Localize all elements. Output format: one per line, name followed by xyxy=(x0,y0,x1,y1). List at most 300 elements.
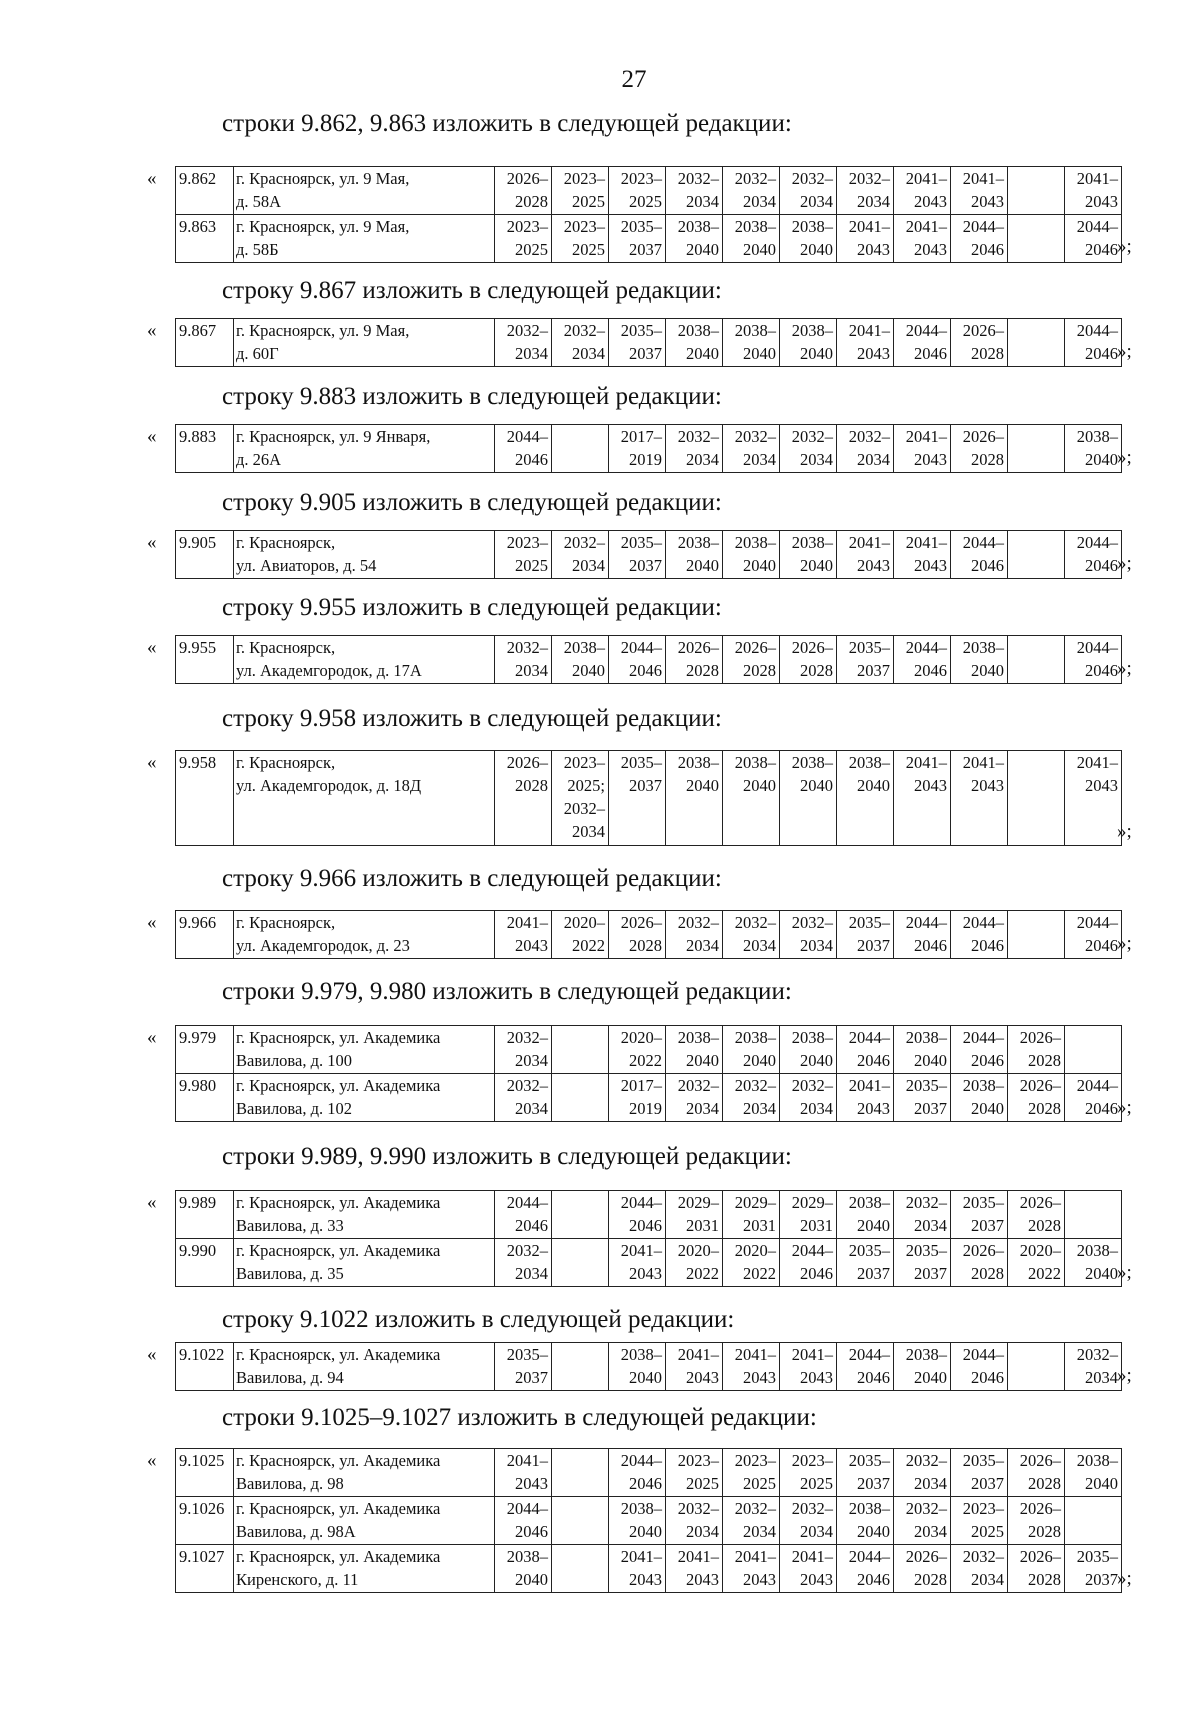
table-row xyxy=(176,1239,1122,1287)
year-range-cell xyxy=(1065,636,1122,684)
address-line: ул. Академгородок, д. 18Д xyxy=(236,776,422,795)
opening-quote: « xyxy=(147,1027,157,1048)
closing-quote: »; xyxy=(1117,447,1132,468)
year-range-cell xyxy=(837,319,894,367)
address-cell xyxy=(234,1239,495,1287)
year-range-part: 2038– xyxy=(848,753,890,772)
year-range-part: 2043 xyxy=(857,344,890,363)
year-range-part: 2025 xyxy=(515,556,548,575)
year-range-cell xyxy=(495,1545,552,1593)
year-range-part: 2029– xyxy=(734,1193,776,1212)
year-range-part: 2034 xyxy=(743,1099,776,1118)
year-range-part: 2046 xyxy=(800,1264,833,1283)
year-range-cell xyxy=(780,1239,837,1287)
year-range-part: 2037 xyxy=(971,1216,1004,1235)
year-range-cell xyxy=(1065,319,1122,367)
year-range-part: 2023– xyxy=(563,169,605,188)
year-range-part: 2040 xyxy=(1085,1474,1118,1493)
year-range-part: 2034 xyxy=(800,1522,833,1541)
year-range-cell xyxy=(1065,1239,1122,1287)
year-range-cell xyxy=(1065,1074,1122,1122)
year-range-part: 2041– xyxy=(734,1345,776,1364)
year-range-part: 2034 xyxy=(800,450,833,469)
year-range-cell xyxy=(495,1191,552,1239)
year-range-part: 2038– xyxy=(734,1028,776,1047)
opening-quote: « xyxy=(147,532,157,553)
year-range-cell xyxy=(723,1191,780,1239)
year-range-part: 2032– xyxy=(677,169,719,188)
amendment-instruction: строку 9.905 изложить в следующей редакции: xyxy=(222,489,722,516)
year-range-part: 2044– xyxy=(1076,217,1118,236)
year-range-cell xyxy=(723,1239,780,1287)
year-range-part: 2044– xyxy=(962,1345,1004,1364)
year-range-cell xyxy=(609,751,666,846)
amendment-instruction: строки 9.989, 9.990 изложить в следующей редакции: xyxy=(222,1143,792,1170)
year-range-part: 2040 xyxy=(971,1099,1004,1118)
year-range-cell xyxy=(951,1191,1008,1239)
year-range-part: 2038– xyxy=(791,321,833,340)
year-range-part: 2029– xyxy=(677,1193,719,1212)
year-range-part: 2034 xyxy=(515,661,548,680)
address-line: Вавилова, д. 35 xyxy=(236,1264,344,1283)
year-range-part: 2040 xyxy=(743,776,776,795)
closing-quote: »; xyxy=(1117,933,1132,954)
year-range-part: 2043 xyxy=(857,240,890,259)
year-range-cell xyxy=(894,319,951,367)
year-range-cell xyxy=(894,636,951,684)
year-range-cell xyxy=(552,1239,609,1287)
year-range-part: 2034 xyxy=(515,1099,548,1118)
year-range-part: 2025 xyxy=(572,192,605,211)
year-range-part: 2040 xyxy=(971,661,1004,680)
address-cell xyxy=(234,1449,495,1497)
year-range-part: 2041– xyxy=(962,753,1004,772)
year-range-part: 2034 xyxy=(800,192,833,211)
address-cell xyxy=(234,636,495,684)
year-range-cell xyxy=(837,636,894,684)
year-range-cell xyxy=(951,215,1008,263)
year-range-part: 2038– xyxy=(734,321,776,340)
year-range-part: 2028 xyxy=(515,776,548,795)
year-range-cell xyxy=(837,1449,894,1497)
year-range-part: 2037 xyxy=(857,1474,890,1493)
year-range-cell xyxy=(495,911,552,959)
year-range-cell xyxy=(723,1026,780,1074)
year-range-part: 2031 xyxy=(743,1216,776,1235)
year-range-part: 2037 xyxy=(857,1264,890,1283)
address-cell xyxy=(234,911,495,959)
address-line: ул. Академгородок, д. 17А xyxy=(236,661,422,680)
year-range-cell xyxy=(1065,751,1122,846)
year-range-cell xyxy=(495,636,552,684)
year-range-cell xyxy=(495,1343,552,1391)
opening-quote: « xyxy=(147,168,157,189)
year-range-part: 2043 xyxy=(1085,192,1118,211)
amendment-table xyxy=(175,1342,1122,1391)
amendment-instruction: строки 9.979, 9.980 изложить в следующей редакции: xyxy=(222,978,792,1005)
table-row xyxy=(176,911,1122,959)
address-line: д. 60Г xyxy=(236,344,279,363)
year-range-part: 2046 xyxy=(515,1216,548,1235)
year-range-part: 2043 xyxy=(686,1570,719,1589)
year-range-cell xyxy=(951,167,1008,215)
year-range-cell xyxy=(723,531,780,579)
year-range-cell xyxy=(951,425,1008,473)
year-range-cell xyxy=(894,751,951,846)
row-number: 9.955 xyxy=(176,636,234,684)
year-range-part: 2041– xyxy=(848,217,890,236)
year-range-part: 2040 xyxy=(1085,1264,1118,1283)
year-range-part: 2020– xyxy=(620,1028,662,1047)
table-row xyxy=(176,1343,1122,1391)
year-range-part: 2032– xyxy=(563,799,605,818)
opening-quote: « xyxy=(147,1192,157,1213)
year-range-cell xyxy=(666,215,723,263)
year-range-part: 2041– xyxy=(506,913,548,932)
year-range-part: 2032– xyxy=(734,1499,776,1518)
year-range-part: 2028 xyxy=(1028,1474,1061,1493)
year-range-cell xyxy=(951,1497,1008,1545)
year-range-part: 2025 xyxy=(686,1474,719,1493)
year-range-part: 2026– xyxy=(1019,1193,1061,1212)
year-range-part: 2046 xyxy=(1085,556,1118,575)
year-range-part: 2032– xyxy=(791,1076,833,1095)
row-number: 9.990 xyxy=(176,1239,234,1287)
year-range-part: 2026– xyxy=(734,638,776,657)
year-range-cell xyxy=(495,319,552,367)
table-row xyxy=(176,531,1122,579)
closing-quote: »; xyxy=(1117,236,1132,257)
year-range-part: 2035– xyxy=(848,638,890,657)
year-range-cell xyxy=(1008,1449,1065,1497)
year-range-cell xyxy=(495,425,552,473)
address-line: г. Красноярск, xyxy=(236,533,336,552)
year-range-cell xyxy=(1008,1545,1065,1593)
year-range-part: 2034 xyxy=(743,1522,776,1541)
year-range-cell xyxy=(552,1545,609,1593)
year-range-part: 2037 xyxy=(1085,1570,1118,1589)
year-range-part: 2040 xyxy=(914,1368,947,1387)
year-range-part: 2043 xyxy=(914,556,947,575)
year-range-part: 2032– xyxy=(677,913,719,932)
year-range-part: 2041– xyxy=(905,753,947,772)
year-range-cell xyxy=(780,319,837,367)
year-range-cell xyxy=(552,911,609,959)
year-range-part: 2044– xyxy=(962,533,1004,552)
row-number: 9.989 xyxy=(176,1191,234,1239)
year-range-part: 2028 xyxy=(971,344,1004,363)
opening-quote: « xyxy=(147,320,157,341)
year-range-part: 2041– xyxy=(734,1547,776,1566)
address-line: Вавилова, д. 102 xyxy=(236,1099,352,1118)
address-cell xyxy=(234,215,495,263)
year-range-part: 2044– xyxy=(1076,913,1118,932)
year-range-part: 2035– xyxy=(848,1241,890,1260)
year-range-part: 2043 xyxy=(800,1368,833,1387)
year-range-cell xyxy=(609,1191,666,1239)
year-range-part: 2044– xyxy=(962,217,1004,236)
amendment-table xyxy=(175,1025,1122,1122)
year-range-cell xyxy=(609,215,666,263)
year-range-part: 2043 xyxy=(914,450,947,469)
year-range-part: 2032– xyxy=(791,427,833,446)
year-range-part: 2046 xyxy=(1085,936,1118,955)
year-range-part: 2037 xyxy=(629,344,662,363)
year-range-cell xyxy=(780,167,837,215)
year-range-part: 2044– xyxy=(848,1345,890,1364)
year-range-cell xyxy=(894,911,951,959)
year-range-cell xyxy=(609,319,666,367)
year-range-cell xyxy=(837,425,894,473)
year-range-cell xyxy=(723,425,780,473)
address-line: Вавилова, д. 98 xyxy=(236,1474,344,1493)
address-cell xyxy=(234,1343,495,1391)
year-range-part: 2028 xyxy=(971,1264,1004,1283)
amendment-table xyxy=(175,635,1122,684)
row-number: 9.958 xyxy=(176,751,234,846)
year-range-part: 2026– xyxy=(1019,1451,1061,1470)
year-range-part: 2028 xyxy=(1028,1570,1061,1589)
year-range-cell xyxy=(837,1026,894,1074)
year-range-part: 2046 xyxy=(1085,1099,1118,1118)
year-range-part: 2046 xyxy=(914,661,947,680)
year-range-part: 2043 xyxy=(515,936,548,955)
year-range-part: 2034 xyxy=(743,450,776,469)
year-range-part: 2040 xyxy=(800,556,833,575)
year-range-part: 2034 xyxy=(686,1099,719,1118)
year-range-part: 2038– xyxy=(677,321,719,340)
year-range-part: 2034 xyxy=(572,344,605,363)
address-line: Вавилова, д. 100 xyxy=(236,1051,352,1070)
year-range-part: 2038– xyxy=(962,1076,1004,1095)
year-range-part: 2043 xyxy=(857,1099,890,1118)
year-range-part: 2034 xyxy=(515,1051,548,1070)
address-line: Вавилова, д. 33 xyxy=(236,1216,344,1235)
year-range-part: 2041– xyxy=(848,533,890,552)
table-row xyxy=(176,1545,1122,1593)
year-range-part: 2038– xyxy=(791,753,833,772)
year-range-part: 2040 xyxy=(515,1570,548,1589)
amendment-table xyxy=(175,1190,1122,1287)
year-range-part: 2040 xyxy=(857,1216,890,1235)
year-range-part: 2043 xyxy=(914,776,947,795)
year-range-part: 2038– xyxy=(848,1193,890,1212)
year-range-part: 2025 xyxy=(971,1522,1004,1541)
year-range-part: 2035– xyxy=(506,1345,548,1364)
year-range-cell xyxy=(951,531,1008,579)
year-range-part: 2044– xyxy=(620,1193,662,1212)
year-range-part: 2041– xyxy=(905,169,947,188)
year-range-part: 2034 xyxy=(686,192,719,211)
year-range-part: 2020– xyxy=(563,913,605,932)
year-range-cell xyxy=(837,167,894,215)
year-range-part: 2044– xyxy=(905,638,947,657)
year-range-cell xyxy=(609,1449,666,1497)
year-range-cell xyxy=(666,636,723,684)
year-range-part: 2046 xyxy=(971,556,1004,575)
year-range-part: 2032– xyxy=(905,1451,947,1470)
year-range-part: 2028 xyxy=(1028,1099,1061,1118)
year-range-part: 2046 xyxy=(629,661,662,680)
year-range-part: 2046 xyxy=(515,450,548,469)
year-range-cell xyxy=(780,215,837,263)
amendment-instruction: строку 9.867 изложить в следующей редакции: xyxy=(222,277,722,304)
year-range-cell xyxy=(1065,531,1122,579)
year-range-cell xyxy=(552,425,609,473)
address-line: г. Красноярск, ул. 9 Мая, xyxy=(236,169,410,188)
year-range-part: 2028 xyxy=(686,661,719,680)
year-range-part: 2028 xyxy=(971,450,1004,469)
year-range-cell xyxy=(723,911,780,959)
year-range-part: 2038– xyxy=(962,638,1004,657)
address-line: г. Красноярск, ул. Академика xyxy=(236,1499,441,1518)
year-range-part: 2032– xyxy=(677,1076,719,1095)
year-range-cell xyxy=(894,1449,951,1497)
address-line: г. Красноярск, ул. Академика xyxy=(236,1547,441,1566)
year-range-cell xyxy=(780,636,837,684)
year-range-part: 2044– xyxy=(620,1451,662,1470)
year-range-part: 2020– xyxy=(677,1241,719,1260)
year-range-part: 2032– xyxy=(905,1499,947,1518)
year-range-part: 2040 xyxy=(800,1051,833,1070)
year-range-cell xyxy=(723,1343,780,1391)
year-range-part: 2038– xyxy=(677,217,719,236)
year-range-part: 2026– xyxy=(1019,1028,1061,1047)
year-range-cell xyxy=(666,167,723,215)
year-range-cell xyxy=(894,531,951,579)
year-range-part: 2032– xyxy=(791,1499,833,1518)
year-range-part: 2044– xyxy=(620,638,662,657)
year-range-part: 2026– xyxy=(506,169,548,188)
year-range-part: 2023– xyxy=(677,1451,719,1470)
address-line: г. Красноярск, xyxy=(236,913,336,932)
year-range-part: 2038– xyxy=(1076,1451,1118,1470)
year-range-part: 2035– xyxy=(905,1076,947,1095)
address-line: д. 58А xyxy=(236,192,282,211)
year-range-cell xyxy=(552,167,609,215)
year-range-part: 2041– xyxy=(905,533,947,552)
opening-quote: « xyxy=(147,637,157,658)
year-range-cell xyxy=(1008,531,1065,579)
closing-quote: »; xyxy=(1117,553,1132,574)
year-range-cell xyxy=(951,1026,1008,1074)
year-range-part: 2044– xyxy=(1076,638,1118,657)
year-range-part: 2046 xyxy=(857,1570,890,1589)
address-line: г. Красноярск, ул. Академика xyxy=(236,1241,441,1260)
year-range-cell xyxy=(1065,1026,1122,1074)
year-range-cell xyxy=(495,751,552,846)
year-range-cell xyxy=(609,911,666,959)
year-range-part: 2031 xyxy=(800,1216,833,1235)
year-range-part: 2022 xyxy=(743,1264,776,1283)
row-number: 9.867 xyxy=(176,319,234,367)
year-range-part: 2032– xyxy=(506,1028,548,1047)
year-range-cell xyxy=(666,1497,723,1545)
amendment-instruction: строки 9.862, 9.863 изложить в следующей редакции: xyxy=(222,110,792,137)
year-range-part: 2035– xyxy=(962,1451,1004,1470)
year-range-part: 2038– xyxy=(677,753,719,772)
year-range-part: 2022 xyxy=(1028,1264,1061,1283)
table-row xyxy=(176,1497,1122,1545)
year-range-cell xyxy=(837,911,894,959)
year-range-cell xyxy=(609,1497,666,1545)
year-range-cell xyxy=(552,1074,609,1122)
year-range-part: 2046 xyxy=(515,1522,548,1541)
year-range-part: 2028 xyxy=(1028,1051,1061,1070)
year-range-part: 2044– xyxy=(962,913,1004,932)
year-range-cell xyxy=(837,1074,894,1122)
year-range-part: 2034 xyxy=(800,1099,833,1118)
year-range-cell xyxy=(780,1026,837,1074)
year-range-cell xyxy=(780,1449,837,1497)
address-cell xyxy=(234,1497,495,1545)
year-range-part: 2025; xyxy=(567,776,605,795)
year-range-cell xyxy=(609,531,666,579)
year-range-cell xyxy=(609,1343,666,1391)
year-range-part: 2040 xyxy=(686,344,719,363)
year-range-cell xyxy=(894,425,951,473)
address-cell xyxy=(234,425,495,473)
year-range-part: 2034 xyxy=(1085,1368,1118,1387)
year-range-part: 2034 xyxy=(743,936,776,955)
year-range-cell xyxy=(837,1191,894,1239)
year-range-part: 2038– xyxy=(563,638,605,657)
year-range-part: 2046 xyxy=(971,936,1004,955)
year-range-part: 2026– xyxy=(677,638,719,657)
table-row xyxy=(176,1449,1122,1497)
year-range-cell xyxy=(780,531,837,579)
year-range-part: 2026– xyxy=(1019,1547,1061,1566)
year-range-part: 2046 xyxy=(1085,240,1118,259)
year-range-cell xyxy=(780,1497,837,1545)
year-range-part: 2034 xyxy=(971,1570,1004,1589)
year-range-cell xyxy=(780,1343,837,1391)
year-range-part: 2034 xyxy=(515,344,548,363)
year-range-cell xyxy=(666,1026,723,1074)
year-range-part: 2037 xyxy=(629,556,662,575)
year-range-part: 2026– xyxy=(962,321,1004,340)
year-range-part: 2032– xyxy=(563,533,605,552)
year-range-part: 2043 xyxy=(686,1368,719,1387)
year-range-cell xyxy=(1065,1449,1122,1497)
year-range-part: 2025 xyxy=(629,192,662,211)
opening-quote: « xyxy=(147,752,157,773)
year-range-cell xyxy=(951,751,1008,846)
year-range-cell xyxy=(552,531,609,579)
year-range-part: 2026– xyxy=(620,913,662,932)
year-range-part: 2040 xyxy=(686,776,719,795)
year-range-cell xyxy=(666,751,723,846)
year-range-part: 2046 xyxy=(914,936,947,955)
year-range-part: 2037 xyxy=(914,1264,947,1283)
address-line: ул. Авиаторов, д. 54 xyxy=(236,556,377,575)
amendment-instruction: строку 9.958 изложить в следующей редакции: xyxy=(222,705,722,732)
year-range-part: 2038– xyxy=(677,533,719,552)
year-range-part: 2044– xyxy=(962,1028,1004,1047)
address-line: г. Красноярск, ул. Академика xyxy=(236,1451,441,1470)
year-range-part: 2041– xyxy=(962,169,1004,188)
address-cell xyxy=(234,167,495,215)
year-range-part: 2044– xyxy=(905,321,947,340)
closing-quote: »; xyxy=(1117,658,1132,679)
year-range-cell xyxy=(951,911,1008,959)
year-range-cell xyxy=(552,751,609,846)
year-range-part: 2034 xyxy=(686,936,719,955)
year-range-cell xyxy=(1008,319,1065,367)
year-range-cell xyxy=(666,1343,723,1391)
address-cell xyxy=(234,1074,495,1122)
year-range-cell xyxy=(780,1074,837,1122)
